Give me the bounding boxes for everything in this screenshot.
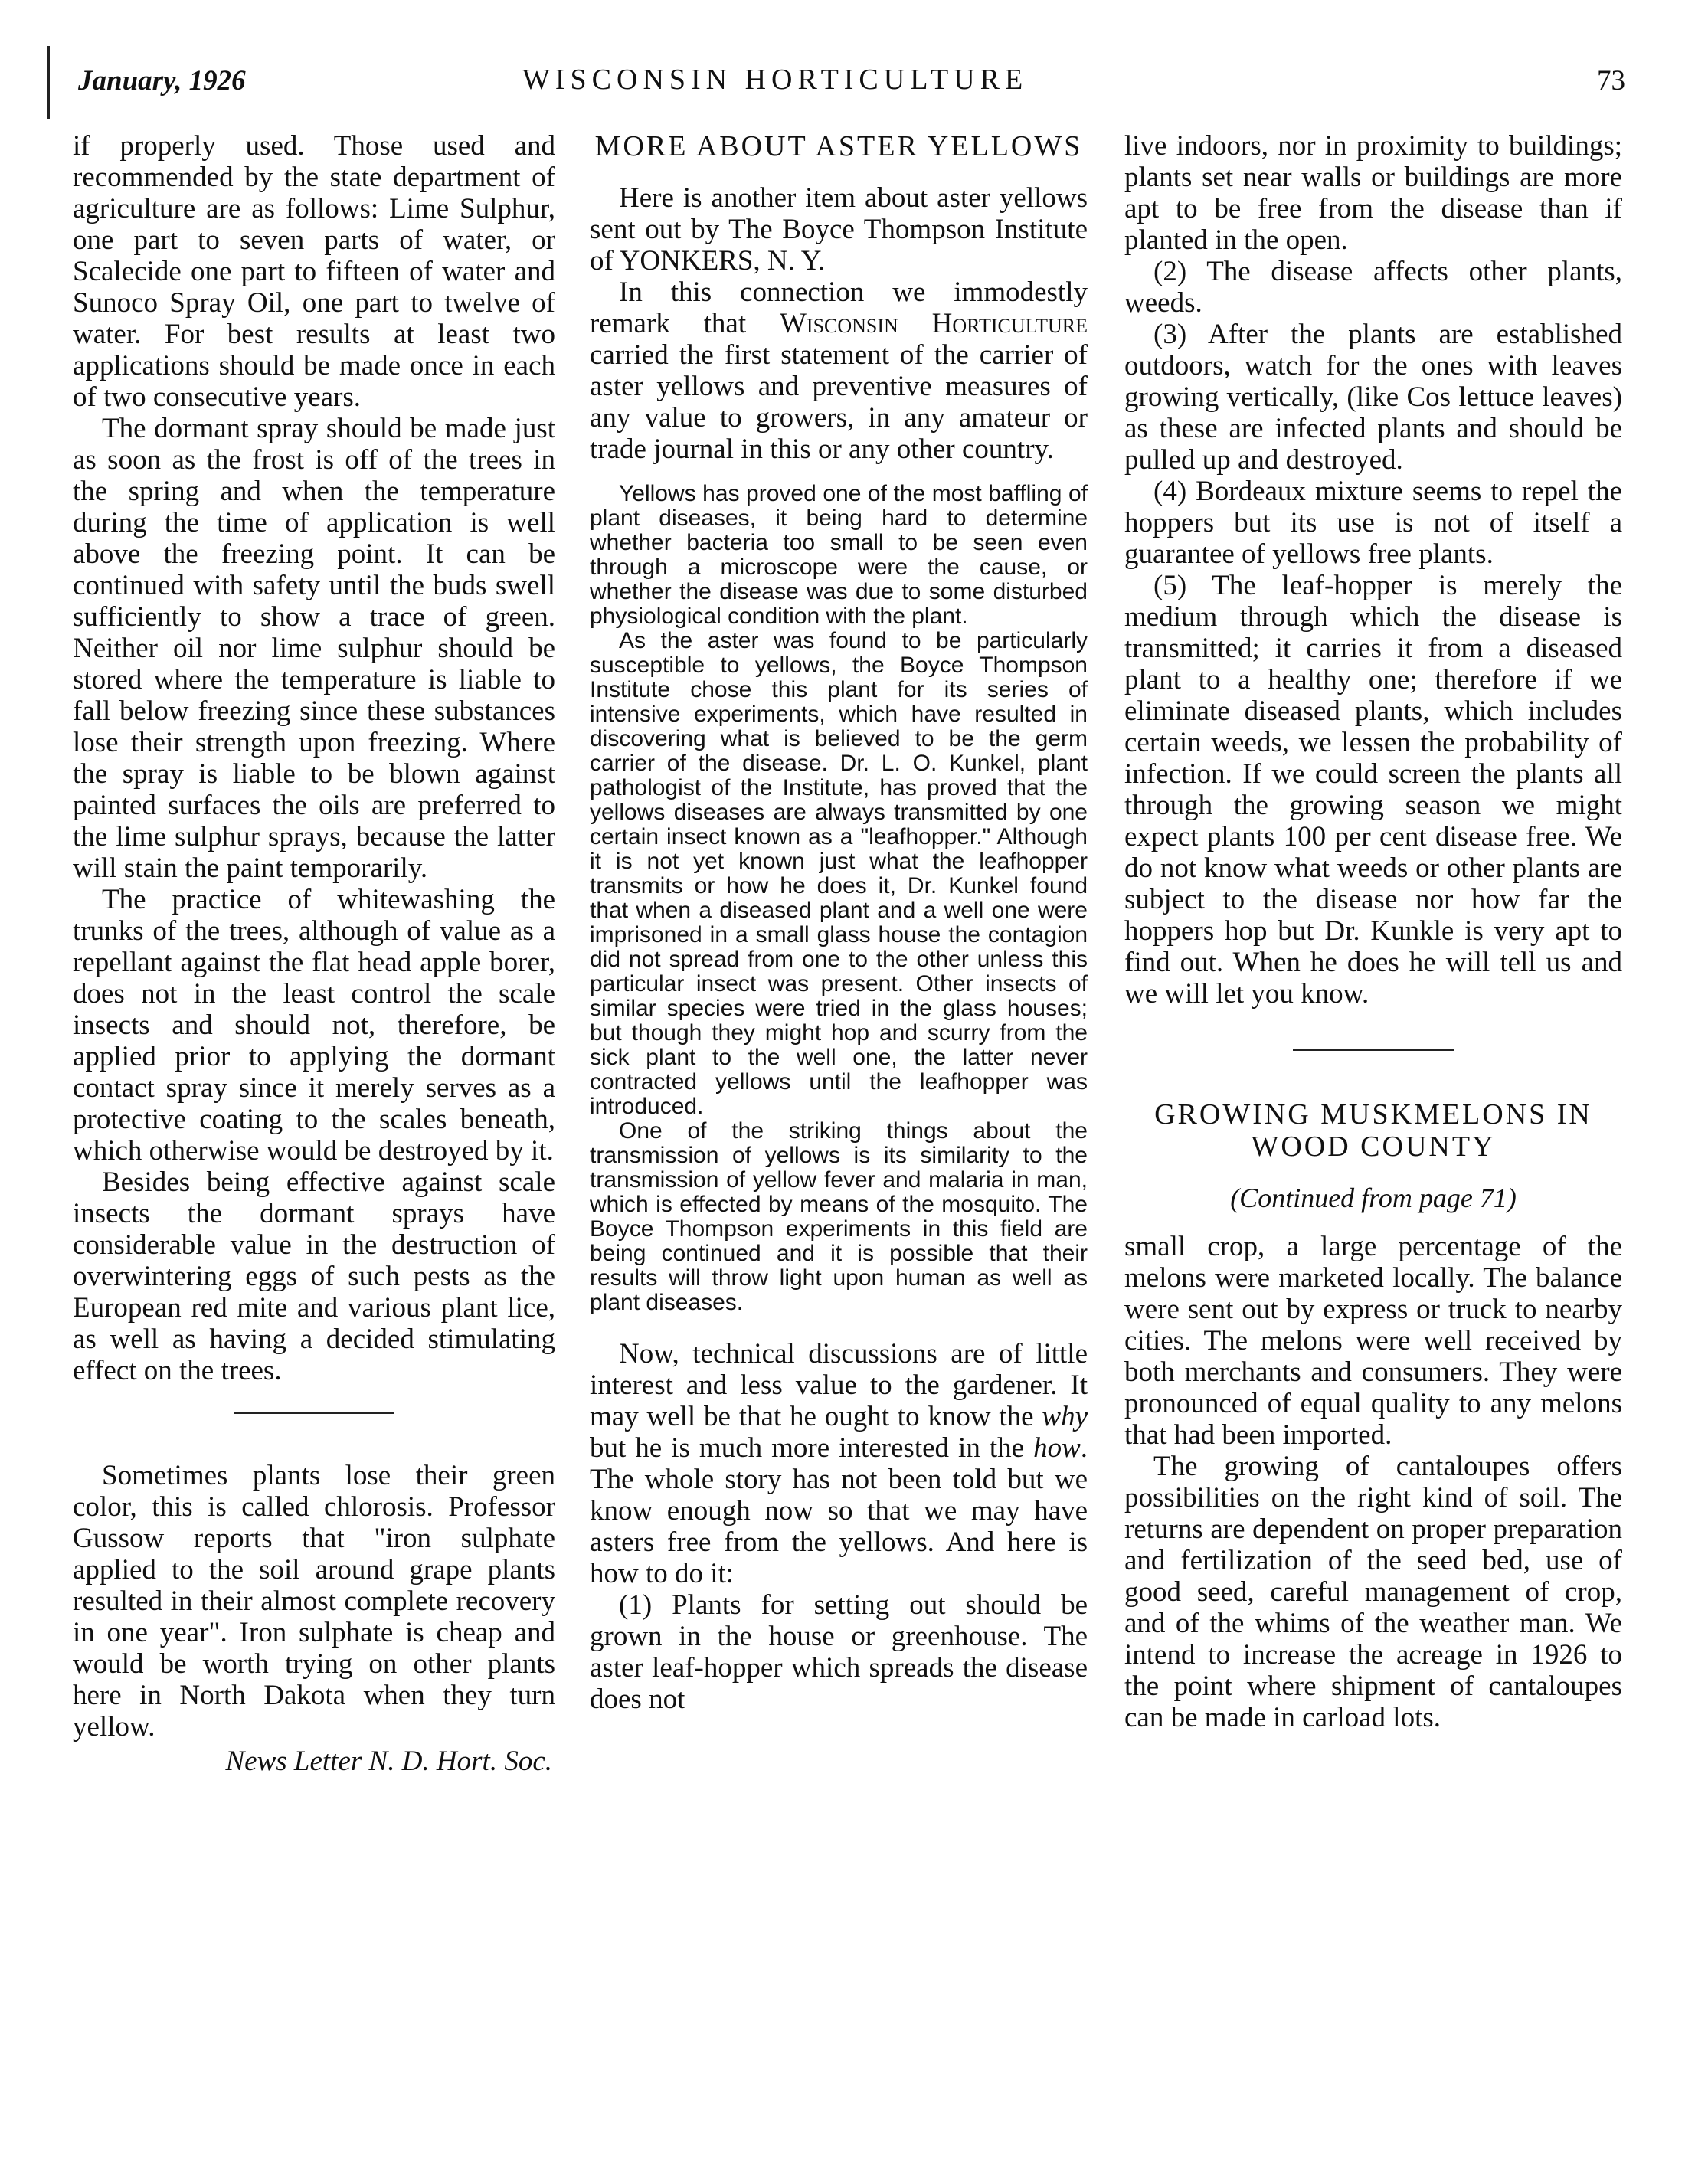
source-credit: News Letter N. D. Hort. Soc. — [225, 1746, 552, 1777]
emphasis: why — [1042, 1401, 1088, 1432]
journal-name: Wisconsin Horticulture — [779, 308, 1088, 339]
continued-note: (Continued from page 71) — [1230, 1183, 1517, 1213]
paragraph: The growing of cantaloupes offers possibilities on the right kind of soil. The returns are dependent on proper preparation and fertilization of the seed bed, use of good seed, careful management of crop, and of the whims of the weather man. We intend to increase the acreage in 1926 to the point where shipment of cantaloupes can be made in carload lots. — [1124, 1451, 1622, 1733]
paragraph: (4) Bordeaux mixture seems to repel the hoppers but its use is not of itself a guarantee of yellows free plants. — [1124, 476, 1622, 570]
paragraph: The dormant spray should be made just as soon as the frost is off of the trees in the spring and when the temperature during the time of application is well above the freezing point. It can be continued with safety until the buds swell sufficiently to show a trace of green. Neither oil nor lime sulphur should be stored where the temperature is liable to fall below freezing since these substances lose their strength upon freezing. Where the spray is liable to be blown against painted surfaces the oils are preferred to the lime sulphur sprays, because the latter will stain the paint temporarily. — [73, 413, 555, 884]
paragraph: if properly used. Those used and recommended by the state department of agriculture are as follows: Lime Sulphur, one part to seven parts of water, or Scalecide one part to fifteen of water and Sunoco Spray Oil, one part to twelve of water. For best results at least two applications should be made once in each of two consecutive years. — [73, 130, 555, 413]
paragraph: live indoors, nor in proximity to buildings; plants set near walls or buildings are more apt to be free from the disease than if planted in the open. — [1124, 130, 1622, 256]
text-run: carried the first statement of the carrier of aster yellows and preventive measures of any value to growers, in any amateur or trade journal in this or any other country. — [590, 339, 1088, 465]
journal-title: WISCONSIN HORTICULTURE — [522, 64, 1029, 96]
paragraph — [590, 1338, 1088, 1589]
paragraph — [590, 277, 1088, 465]
column-right — [1124, 130, 1622, 1733]
column-left — [73, 130, 555, 1777]
page-header — [47, 60, 1625, 106]
paragraph: The practice of whitewashing the trunks of the trees, although of value as a repellant against the flat head apple borer, does not in the least control the scale insects and should not, therefore, be applied prior to applying the dormant contact spray since it merely serves as a protective coating to the scales beneath, which otherwise would be destroyed by it. — [73, 884, 555, 1167]
article-heading: GROWING MUSKMELONS IN WOOD COUNTY — [1154, 1098, 1592, 1163]
article-heading: MORE ABOUT ASTER YELLOWS — [594, 130, 1083, 162]
paragraph: As the aster was found to be particularly susceptible to yellows, the Boyce Thompson Institute chose this plant for its series of intensive experiments, which have resulted in discovering what is believed to be the germ carrier of the disease. Dr. L. O. Kunkel, plant pathologist of the Institute, has proved that the yellows diseases are always transmitted by one certain insect known as a "leafhopper." Although it is not yet known just what the leafhopper transmits or how he does it, Dr. Kunkel found that when a diseased plant and a well one were imprisoned in a small glass house the contagion did not spread from one to the other unless this particular insect was present. Other insects of similar species were tried in the glass houses; but though they might hop and scurry from the sick plant to the well one, the latter never contracted yellows until the leafhopper was introduced. — [590, 628, 1088, 1119]
paragraph: Sometimes plants lose their green color, this is called chlorosis. Professor Gussow reports that "iron sulphate applied to the soil around grape plants resulted in their almost complete recovery in one year". Iron sulphate is cheap and would be worth trying on other plants here in North Dakota when they turn yellow. — [73, 1460, 555, 1743]
text-run: but he is much more interested in the — [590, 1432, 1034, 1464]
issue-date: January, 1926 — [78, 65, 246, 97]
paragraph: Yellows has proved one of the most baffling of plant diseases, it being hard to determine whether bacteria too small to be seen even through a microscope were the cause, or whether the disease was due to some disturbed physiological condition with the plant. — [590, 481, 1088, 629]
column-middle — [590, 130, 1088, 1715]
emphasis: how — [1033, 1432, 1081, 1464]
section-divider — [1293, 1049, 1454, 1051]
paragraph: small crop, a large percentage of the melons were marketed locally. The balance were sent out by express or truck to nearby cities. The melons were well received by both merchants and consumers. They were pronounced of equal quality to any melons that had been imported. — [1124, 1231, 1622, 1451]
paragraph: (2) The disease affects other plants, weeds. — [1124, 256, 1622, 319]
text-run: In this connection we immodestly remark that — [590, 277, 1088, 339]
spacer — [590, 1315, 1088, 1338]
text-run: . The whole story has not been told but we know enough now so that we may have asters free from the yellows. And here is how to do it: — [590, 1432, 1088, 1589]
paragraph: One of the striking things about the transmission of yellows is its similarity to the transmission of yellow fever and malaria in man, which is effected by means of the mosquito. The Boyce Thompson experiments in this field are being continued and it is possible that their results will throw light upon human as well as plant diseases. — [590, 1118, 1088, 1315]
text-run: Now, technical discussions are of little interest and less value to the gardener. It may well be that he ought to know the — [590, 1338, 1088, 1432]
paragraph: (5) The leaf-hopper is merely the medium through which the disease is transmitted; it carries it from a diseased plant to a healthy one; therefore if we eliminate diseased plants, which includes certain weeds, we lessen the probability of infection. If we could screen the plants all through the growing season we might expect plants 100 per cent disease free. We do not know what weeds or other plants are subject to the disease nor how far the hoppers hop but Dr. Kunkle is very apt to find out. When he does he will tell us and we will let you know. — [1124, 570, 1622, 1010]
section-divider — [234, 1412, 394, 1414]
paragraph: Besides being effective against scale insects the dormant sprays have considerable value in the destruction of overwintering eggs of such pests as the European red mite and various plant lice, as well as having a decided stimulating effect on the trees. — [73, 1167, 555, 1386]
page-number: 73 — [1597, 65, 1625, 97]
quoted-bulletin — [590, 482, 1088, 1315]
paragraph: (1) Plants for setting out should be grown in the house or greenhouse. The aster leaf-hopper which spreads the disease does not — [590, 1589, 1088, 1715]
paragraph: (3) After the plants are established outdoors, watch for the ones with leaves growing vertically, (like Cos lettuce leaves) as these are infected plants and should be pulled up and destroyed. — [1124, 319, 1622, 476]
paragraph: Here is another item about aster yellows sent out by The Boyce Thompson Institute of YONKERS, N. Y. — [590, 182, 1088, 277]
